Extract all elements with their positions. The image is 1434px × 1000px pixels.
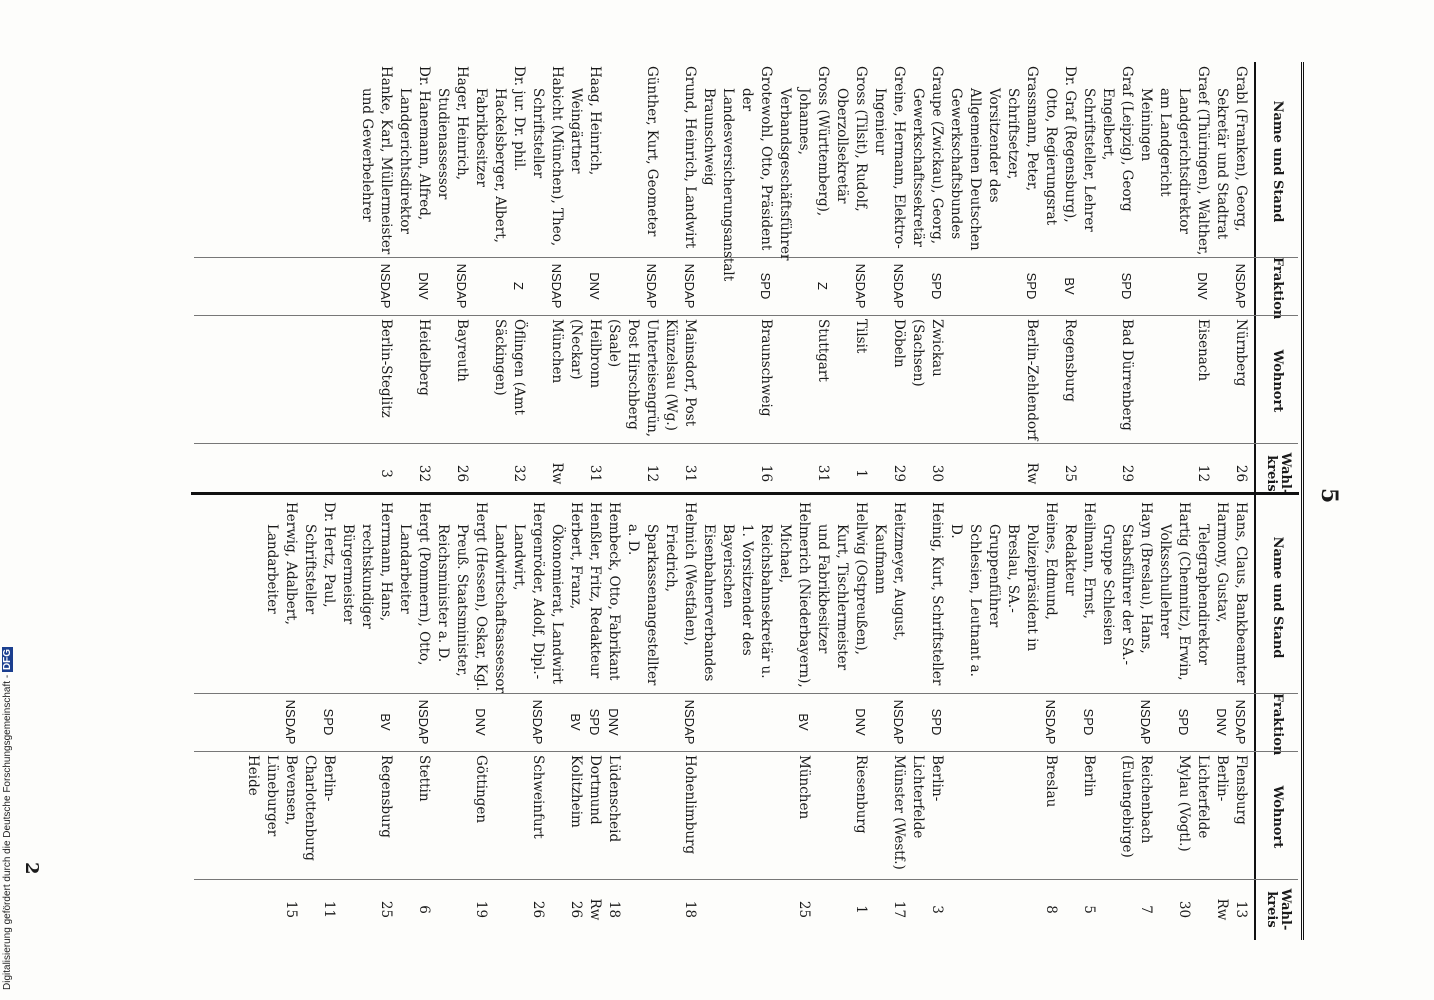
- table-row: [699, 498, 813, 940]
- row-wohnort: Berlin-Zehlendorf: [1024, 319, 1040, 441]
- table-row: [395, 498, 433, 940]
- header-wahlkreis: Wahl-kreis: [1264, 452, 1293, 495]
- table-left: [194, 62, 1304, 504]
- row-wahlkreis: 11: [321, 900, 337, 919]
- row-wohnort: Kolitzheim: [568, 755, 584, 828]
- row-wahlkreis: 30: [929, 464, 945, 483]
- row-wahlkreis: 15: [283, 900, 299, 919]
- row-wahlkreis: 1: [853, 469, 869, 478]
- row-wohnort: Braunschweig: [758, 319, 774, 417]
- table-row: [243, 498, 300, 940]
- row-wohnort: München: [796, 755, 812, 820]
- row-name: Hellwig (Ostpreußen), Kurt, Tischlermeister und Fabrikbesitzer: [815, 502, 869, 671]
- row-name: Henßler, Fritz, Redakteur: [587, 502, 603, 679]
- row-fraktion: NSDAP: [378, 263, 393, 309]
- row-wahlkreis: 18: [682, 900, 698, 919]
- row-fraktion: NSDAP: [682, 263, 697, 309]
- table-row: [1212, 62, 1250, 504]
- row-fraktion: BV: [568, 713, 583, 731]
- table-row: [775, 62, 832, 504]
- table-row: [490, 498, 547, 940]
- row-name: Grassmann, Peter, Schriftsetzer, Vorsitzender des Allgemeinen Deutschen Gewerkschaftsbundes: [948, 66, 1040, 251]
- row-wahlkreis: 12: [644, 464, 660, 483]
- table-row: [566, 62, 604, 504]
- table-row: [870, 62, 908, 504]
- row-wohnort: Göttingen: [473, 755, 489, 824]
- row-wahlkreis: 31: [587, 464, 603, 483]
- row-wahlkreis: 25: [378, 900, 394, 919]
- row-wahlkreis: 29: [1119, 464, 1135, 483]
- row-fraktion: DNV: [473, 708, 488, 736]
- table-row: [300, 498, 338, 940]
- table-row: [661, 62, 699, 504]
- row-name: Heinig, Kurt, Schriftsteller: [929, 502, 945, 686]
- table-row: [946, 498, 1060, 940]
- table-row: [585, 498, 604, 940]
- row-wohnort: Berlin-Lichterfelde: [1195, 755, 1230, 839]
- row-wahlkreis: 26: [454, 464, 470, 483]
- rows-left: [357, 62, 1250, 504]
- row-name: Graef (Thüringen), Walther, Landgerichtsdirektor am Landgericht Meiningen: [1138, 66, 1211, 256]
- row-wohnort: Heidelberg: [416, 319, 432, 396]
- row-wohnort: Zwickau (Sachsen): [910, 319, 945, 387]
- row-fraktion: NSDAP: [1138, 699, 1153, 745]
- header-rule: [1254, 498, 1256, 940]
- row-fraktion: SPD: [587, 708, 602, 736]
- row-fraktion: NSDAP: [1233, 699, 1248, 745]
- table-right: [194, 498, 1304, 940]
- row-name: Haag, Heinrich, Weingärtner: [568, 66, 603, 176]
- row-wahlkreis: Rw: [549, 462, 565, 485]
- row-wohnort: Hohenlimburg: [682, 755, 698, 855]
- row-wahlkreis: 5: [1081, 905, 1097, 914]
- row-name: Herwig, Adalbert, Landarbeiter: [264, 502, 299, 625]
- row-wohnort: Berlin: [1081, 755, 1097, 797]
- row-name: Dr. Hertz, Paul, Schriftsteller: [302, 502, 337, 615]
- row-name: Dr. Graf (Regensburg), Otto, Regierungsrat: [1043, 66, 1078, 226]
- row-wohnort: Schweinfurt: [530, 755, 546, 839]
- header-rule: [1254, 62, 1256, 504]
- row-fraktion: DNV: [853, 708, 868, 736]
- row-name: Dr. jur. Dr. phil. Hackelsberger, Albert, Fabrikbesitzer: [473, 66, 527, 243]
- row-fraktion: DNV: [1214, 708, 1229, 736]
- row-fraktion: NSDAP: [549, 263, 564, 309]
- footer-note: [2, 590, 13, 990]
- table-header: [1258, 62, 1298, 504]
- table-row: [528, 62, 566, 504]
- row-fraktion: DNV: [587, 272, 602, 300]
- table-row: [1155, 498, 1193, 940]
- row-fraktion: NSDAP: [682, 699, 697, 745]
- row-name: Heines, Edmund, Polizeipräsident in Breslau, SA.-Gruppenführer Schlesien, Leutnant a. D.: [948, 502, 1059, 677]
- row-name: Heitzmeyer, August, Kaufmann: [872, 502, 907, 642]
- row-name: Heilmann, Ernst, Redakteur: [1062, 502, 1097, 619]
- row-wahlkreis: 30: [1176, 900, 1192, 919]
- table-row: [395, 62, 433, 504]
- row-fraktion: NSDAP: [530, 699, 545, 745]
- row-fraktion: SPD: [321, 708, 336, 736]
- row-wahlkreis: 16: [758, 464, 774, 483]
- row-fraktion: Z: [511, 282, 526, 290]
- row-name: Helmerich (Niederbayern), Michael, Reichsbahnsekretär u. 1. Vorsitzender des Bayerischen Eisenbahnerverbandes: [701, 502, 812, 688]
- row-wohnort: Tilsit: [853, 319, 869, 354]
- row-wohnort: Mainsdorf, Post Künzelsau (Wg.): [663, 319, 698, 431]
- table-row: [946, 62, 1041, 504]
- row-wohnort: Berlin-Steglitz: [378, 319, 394, 418]
- row-wohnort: München: [549, 319, 565, 384]
- table-top-rule: [1297, 498, 1304, 940]
- row-wahlkreis: Rw: [1024, 462, 1040, 485]
- row-fraktion: DNV: [416, 272, 431, 300]
- row-name: Hergt (Hessen), Oskar, Kgl. Preuß. Staatsminister, Reichsminister a. D.: [435, 502, 489, 692]
- row-wahlkreis: 31: [815, 464, 831, 483]
- table-row: [908, 62, 946, 504]
- table-top-rule: [1297, 62, 1304, 504]
- footer-text: Digitalisierung gefördert durch die Deutsche Forschungsgemeinschaft -: [2, 674, 13, 990]
- row-name: Dr. Hanemann, Alfred, Landgerichtsdirektor: [397, 66, 432, 234]
- row-wahlkreis: 32: [416, 464, 432, 483]
- row-wohnort: Stettin: [416, 755, 432, 802]
- rows-right: [243, 498, 1250, 940]
- row-wohnort: Bad Dürrenberg: [1119, 319, 1135, 431]
- row-wohnort: Bevensen, Lüneburger Heide: [245, 755, 299, 837]
- table-row: [1193, 498, 1231, 940]
- table-row: [1231, 498, 1250, 940]
- header-wohnort: Wohnort: [1270, 785, 1286, 849]
- row-wohnort: Heilbronn (Neckar): [568, 319, 603, 389]
- row-fraktion: NSDAP: [891, 699, 906, 745]
- row-wohnort: Unterteisengrün, Post Hirschberg (Saale): [606, 319, 660, 438]
- row-fraktion: BV: [1062, 277, 1077, 295]
- row-fraktion: SPD: [1176, 708, 1191, 736]
- row-wohnort: Regensburg: [378, 755, 394, 838]
- row-fraktion: BV: [378, 713, 393, 731]
- table-row: [1079, 62, 1136, 504]
- row-fraktion: Z: [815, 282, 830, 290]
- row-wahlkreis: 6: [416, 905, 432, 914]
- row-wohnort: Flensburg: [1233, 755, 1249, 825]
- row-wohnort: Riesenburg: [853, 755, 869, 834]
- table-row: [604, 62, 661, 504]
- row-name: Hartig (Chemnitz), Erwin, Volksschullehrer: [1157, 502, 1192, 681]
- row-wahlkreis: 26: [568, 900, 584, 919]
- row-wahlkreis: 29: [891, 464, 907, 483]
- row-fraktion: NSDAP: [891, 263, 906, 309]
- row-fraktion: SPD: [929, 708, 944, 736]
- row-fraktion: NSDAP: [644, 263, 659, 309]
- row-name: Habicht (München), Theo, Schriftsteller: [530, 66, 565, 247]
- table-row: [813, 498, 870, 940]
- table-row: [1041, 62, 1079, 504]
- row-fraktion: NSDAP: [283, 699, 298, 745]
- row-name: Herbert, Franz, Ökonomierat, Landwirt: [549, 502, 584, 684]
- row-wohnort: Münster (Westf.): [891, 755, 907, 870]
- row-fraktion: DNV: [1195, 272, 1210, 300]
- row-fraktion: SPD: [758, 272, 773, 300]
- row-name: Hayn (Breslau), Hans, Stabsführer der SA.-Gruppe Schlesien: [1100, 502, 1154, 666]
- row-wohnort: Dortmund: [587, 755, 603, 825]
- row-name: Helmich (Westfalen), Friedrich, Sparkassenangestellter a. D.: [625, 502, 698, 686]
- row-wahlkreis: 7: [1138, 905, 1154, 914]
- table-row: [547, 498, 585, 940]
- row-wahlkreis: 1: [853, 905, 869, 914]
- row-name: Hergt (Pommern), Otto, Landarbeiter: [397, 502, 432, 666]
- row-name: Graupe (Zwickau), Georg, Gewerkschaftssekretär: [910, 66, 945, 248]
- row-wahlkreis: 3: [929, 905, 945, 914]
- row-name: Hans, Claus, Bankbeamter: [1233, 502, 1249, 686]
- dfg-logo: DFG: [2, 648, 13, 671]
- row-wahlkreis: 32: [511, 464, 527, 483]
- row-wahlkreis: Rw: [587, 898, 603, 921]
- header-wohnort: Wohnort: [1270, 349, 1286, 413]
- row-wahlkreis: 25: [1062, 464, 1078, 483]
- table-row: [832, 62, 870, 504]
- row-wohnort: Bayreuth: [454, 319, 470, 382]
- row-name: Hager, Heinrich, Studienassessor: [435, 66, 470, 200]
- row-name: Grund, Heinrich, Landwirt: [682, 66, 698, 249]
- row-wohnort: Berlin-Charlottenburg: [302, 755, 337, 861]
- header-fraktion: Fraktion: [1270, 693, 1286, 756]
- row-wohnort: Mylau (Vogtl.): [1176, 755, 1192, 852]
- table-row: [908, 498, 946, 940]
- row-name: Günther, Kurt, Geometer: [644, 66, 660, 237]
- row-wahlkreis: 18: [606, 900, 622, 919]
- row-fraktion: NSDAP: [416, 699, 431, 745]
- bottom-mark: 2: [21, 862, 42, 875]
- table-row: [1098, 498, 1155, 940]
- row-wohnort: Öflingen (Amt Säckingen): [492, 319, 527, 415]
- row-fraktion: NSDAP: [454, 263, 469, 309]
- table-row: [338, 498, 395, 940]
- row-name: Grotewohl, Otto, Präsident der Landesversicherungsanstalt Braunschweig: [701, 66, 774, 282]
- table-row: [870, 498, 908, 940]
- row-wahlkreis: 19: [473, 900, 489, 919]
- row-name: Gross (Württemberg), Johannes, Verbandsgeschäftsführer: [777, 66, 831, 261]
- page-number: 5: [1316, 488, 1342, 504]
- row-wohnort: Nürnberg: [1233, 319, 1249, 387]
- row-fraktion: NSDAP: [1043, 699, 1058, 745]
- row-wohnort: Eisenach: [1195, 319, 1211, 382]
- row-name: Gross (Tilsit), Rudolf, Oberzollsekretär: [834, 66, 869, 212]
- table-row: [433, 62, 471, 504]
- header-name: Name und Stand: [1270, 536, 1286, 659]
- row-fraktion: SPD: [1119, 272, 1134, 300]
- row-wahlkreis: 13: [1233, 900, 1249, 919]
- header-name: Name und Stand: [1270, 100, 1286, 223]
- table-header: [1258, 498, 1298, 940]
- row-wohnort: Lüdenscheid: [606, 755, 622, 843]
- row-wohnort: Berlin-Lichterfelde: [910, 755, 945, 839]
- row-fraktion: DNV: [606, 708, 621, 736]
- row-wahlkreis: 12: [1195, 464, 1211, 483]
- row-name: Greine, Hermann, Elektro-Ingenieur: [872, 66, 907, 249]
- header-fraktion: Fraktion: [1270, 257, 1286, 320]
- row-wohnort: Döbeln: [891, 319, 907, 368]
- row-name: Hergenröder, Adolf, Dipl.-Landwirt, Landwirtschaftsassessor: [492, 502, 546, 694]
- row-wohnort: Reichenbach (Eulengebirge): [1119, 755, 1154, 858]
- row-wahlkreis: 26: [530, 900, 546, 919]
- row-wahlkreis: 17: [891, 900, 907, 919]
- row-wahlkreis: 31: [682, 464, 698, 483]
- row-name: Hembeck, Otto, Fabrikant: [606, 502, 622, 681]
- row-fraktion: SPD: [929, 272, 944, 300]
- row-name: Hanke, Karl, Müllermeister und Gewerbelehrer: [359, 66, 394, 255]
- row-name: Herrmann, Hans, rechtskundiger Bürgermeister: [340, 502, 394, 629]
- column-divider: [191, 492, 1299, 495]
- row-wohnort: Stuttgart: [815, 319, 831, 382]
- table-row: [433, 498, 490, 940]
- row-name: Grabl (Franken), Georg, Sekretär und Stadtrat: [1214, 66, 1249, 240]
- table-row: [471, 62, 528, 504]
- row-fraktion: BV: [796, 713, 811, 731]
- table-row: [604, 498, 623, 940]
- row-fraktion: NSDAP: [1233, 263, 1248, 309]
- row-fraktion: NSDAP: [853, 263, 868, 309]
- row-fraktion: SPD: [1024, 272, 1039, 300]
- table-row: [1136, 62, 1212, 504]
- row-wohnort: Regensburg: [1062, 319, 1078, 402]
- row-wahlkreis: 3: [378, 469, 394, 478]
- row-name: Graf (Leipzig), Georg Engelbert, Schriftsteller, Lehrer: [1081, 66, 1135, 232]
- row-wohnort: Breslau: [1043, 755, 1059, 808]
- row-wahlkreis: 8: [1043, 905, 1059, 914]
- row-name: Harmony, Gustav, Telegraphendirektor: [1195, 502, 1230, 666]
- table-row: [699, 62, 775, 504]
- row-wahlkreis: 26: [1233, 464, 1249, 483]
- table-row: [357, 62, 395, 504]
- row-wahlkreis: Rw: [1214, 898, 1230, 921]
- row-wahlkreis: 25: [796, 900, 812, 919]
- row-fraktion: SPD: [1081, 708, 1096, 736]
- header-wahlkreis: Wahl-kreis: [1264, 888, 1293, 931]
- table-row: [623, 498, 699, 940]
- table-row: [1060, 498, 1098, 940]
